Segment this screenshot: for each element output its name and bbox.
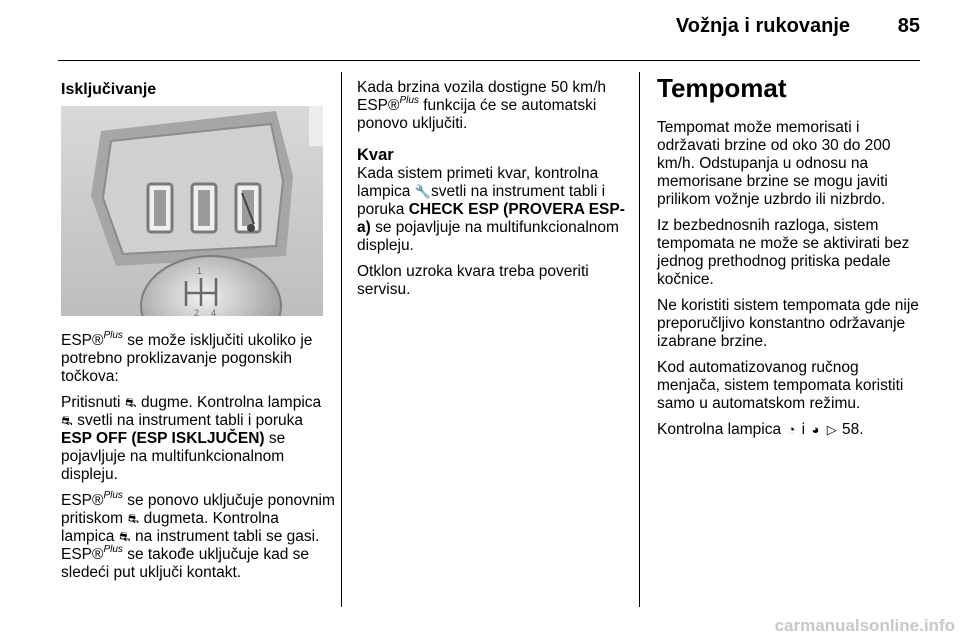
header-divider xyxy=(58,60,920,61)
wrench-icon: 🔧 xyxy=(414,184,431,199)
paragraph: ESP®$^{Plus}$ se može isključiti ukoliko je potrebno proklizavanje pogonskih točkova: xyxy=(61,329,313,385)
paragraph: Kada sistem primeti kvar, kontrolna lampica 🔧 svetli na instrument tabli i poruka CHECK ESP (PROVERA ESP-a) se pojavljuje na multifunkcionalnom displeju. xyxy=(357,165,625,254)
esp-car-skid-icon: ⛐ xyxy=(61,413,73,428)
column-divider-1 xyxy=(341,72,342,607)
section-heading-iskljucivanje: Isključivanje xyxy=(61,81,157,98)
paragraph: Kada brzina vozila dostigne 50 km/h ESP®$^{Plus}$ funkcija će se automatski ponovo uključiti. xyxy=(357,79,607,132)
section-heading-kvar: Kvar xyxy=(357,146,394,164)
watermark: carmanualsonline.info xyxy=(774,616,955,635)
column-2 xyxy=(357,79,629,307)
esp-car-skid-icon: ⛐ xyxy=(127,511,139,526)
paragraph: Iz bezbednosnih razloga, sistem tempomata ne može se aktivirati bez jednog prethodnog pritiska pedale kočnice. xyxy=(657,217,910,288)
paragraph: Pritisnuti ⛐ dugme. Kontrolna lampica ⛐ svetli na instrument tabli i poruka ESP OFF (ESP ISKLJUČEN) se pojavljuje na multifunkcionalnom displeju. xyxy=(61,394,322,483)
column-divider-2 xyxy=(639,72,640,607)
page-number: 85 xyxy=(897,15,920,37)
paragraph: Otklon uzroka kvara treba poveriti servisu. xyxy=(357,263,589,298)
paragraph: ESP®$^{Plus}$ se ponovo uključuje ponovnim pritiskom ⛐ dugmeta. Kontrolna lampica ⛐ na instrument tabli se gasi. ESP®$^{Plus}$ se takođe uključuje kad se sledeći put uključi kontakt. xyxy=(61,489,335,581)
column-3 xyxy=(657,73,923,447)
cruise-control-icon: ◔ xyxy=(787,422,796,437)
svg-text:2: 2 xyxy=(194,308,200,316)
svg-text:4: 4 xyxy=(211,308,217,316)
page-title: Vožnja i rukovanje xyxy=(675,15,850,37)
esp-switch-photo xyxy=(61,106,323,316)
page-reference-arrow-icon: ▷ xyxy=(826,422,837,437)
paragraph: Kod automatizovanog ručnog menjača, sistem tempomata koristiti samo u automatskom režimu. xyxy=(657,359,904,412)
paragraph: Ne koristiti sistem tempomata gde nije preporučljivo konstantno održavanje izabrane brzine. xyxy=(657,297,919,350)
paragraph: Kontrolna lampica ◔ i ◕ ▷ 58. xyxy=(657,421,864,438)
esp-car-skid-icon: ⛐ xyxy=(125,395,137,410)
section-heading-tempomat: Tempomat xyxy=(657,73,787,103)
paragraph: Tempomat može memorisati i održavati brzine od oko 30 do 200 km/h. Odstupanja u odnosu na memorisane brzine se mogu javiti prilikom vožnje uzbrdo ili nizbrdo. xyxy=(657,119,891,208)
svg-text:1: 1 xyxy=(197,266,203,276)
column-1-body xyxy=(61,329,336,590)
esp-car-skid-icon: ⛐ xyxy=(119,529,131,544)
cruise-control-set-icon: ◕ xyxy=(811,422,820,437)
